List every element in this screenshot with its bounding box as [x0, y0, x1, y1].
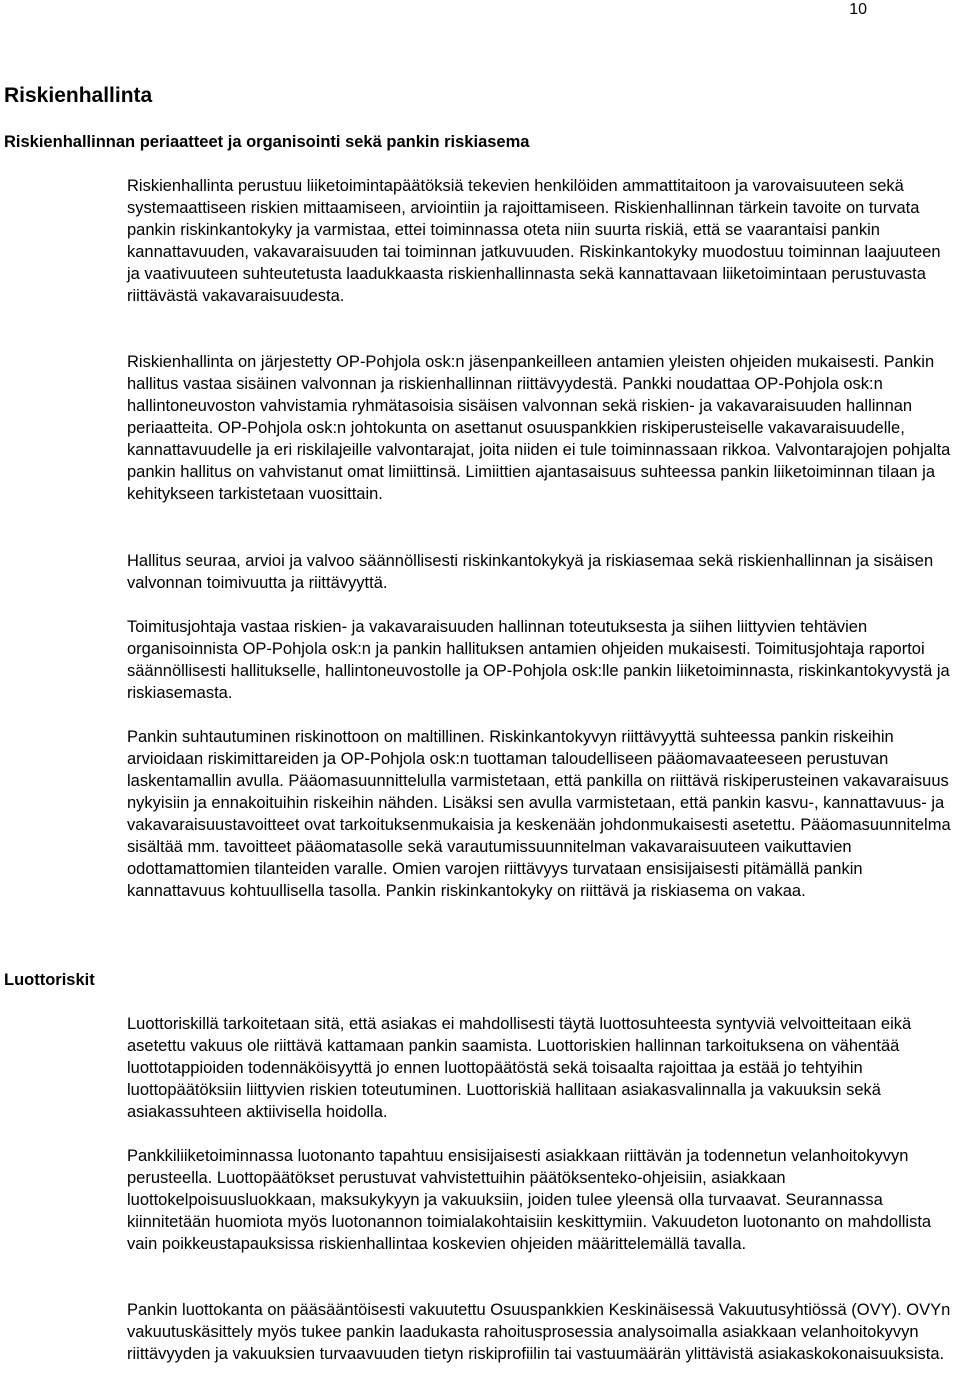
paragraph-lending-principles: Pankkiliiketoiminnassa luotonanto tapahtuu ensisijaisesti asiakkaan riittävän ja todennetun velanhoitokyvyn perusteella. Luottopäätökset perustuvat vahvistettuihin päätöksenteko-ohjeisiin, asiakkaan luottokelpoisuusluokkaan, maksukykyyn ja vakuuksiin, joiden tulee yleensä olla turvaavat. Seurannassa kiinnitetään huomiota myös luotonannon toimialakohtaisiin keskittymiin. Vakuudeton luotonanto on mahdollista vain poikkeustapauksissa riskienhallintaa koskevien ohjeiden määrittelemällä tavalla.	[127, 1147, 932, 1253]
paragraph-ceo-responsibility: Toimitusjohtaja vastaa riskien- ja vakavaraisuuden hallinnan toteutuksesta ja siihen liittyvien tehtävien organisoinnista OP-Pohjola osk:n ja pankin hallituksen antamien ohjeiden mukaisesti. Toimitusjohtaja raportoi säännöllisesti hallitukselle, hallintoneuvostolle ja OP-Pohjola osk:lle pankin liiketoiminnasta, riskinkantokyvystä ja riskiasemasta.	[127, 618, 950, 702]
section-subtitle: Riskienhallinnan periaatteet ja organisointi sekä pankin riskiasema	[4, 133, 530, 151]
paragraph-risk-organisation: Riskienhallinta on järjestetty OP-Pohjola osk:n jäsenpankeilleen antamien yleisten ohjeiden mukaisesti. Pankin hallitus vastaa sisäinen valvonnan ja riskienhallinnan riittävyydestä. Pankki noudattaa OP-Pohjola osk:n hallintoneuvoston vahvistamia ryhmätasoisia sisäisen valvonnan sekä riskien- ja vakavaraisuuden hallinnan periaatteita. OP-Pohjola osk:n johtokunta on asettanut osuuspankkien riskiperusteiselle vakavaraisuudelle, kannattavuudelle ja eri riskilajeille valvontarajat, joita niiden ei tule toiminnassaan rikkoa. Valvontarajojen pohjalta pankin hallitus on vahvistanut omat limiittinsä. Limiittien ajantasaisuus suhteessa pankin liiketoiminnan tilaan ja kehitykseen tarkistetaan vuosittain.	[127, 353, 951, 503]
paragraph-risk-management-intro: Riskienhallinta perustuu liiketoimintapäätöksiä tekevien henkilöiden ammattitaitoon ja varovaisuuteen sekä systemaattiseen riskien mittaamiseen, arviointiin ja rajoittamiseen. Riskienhallinnan tärkein tavoite on turvata pankin riskinkantokyky ja varmistaa, ettei toiminnassa oteta niin suurta riskiä, että se vaarantaisi pankin kannattavuuden, vakavaraisuuden tai toiminnan jatkuvuuden. Riskinkantokyky muodostuu toiminnan laajuuteen ja vaativuuteen suhteutetusta laadukkaasta riskienhallinnasta sekä kannattavaan liiketoimintaan perustuvasta riittävästä vakavaraisuudesta.	[127, 177, 941, 305]
section-heading-credit-risk: Luottoriskit	[4, 971, 95, 989]
paragraph-loan-insurance: Pankin luottokanta on pääsääntöisesti vakuutettu Osuuspankkien Keskinäisessä Vakuutusyhtiössä (OVY). OVYn vakuutuskäsittely myös tukee pankin laadukasta rahoitusprosessia analysoimalla asiakkaan velanhoitokyvyn riittävyyden ja vakuuksien turvaavuuden tietyn riskiprofiilin tai vastuumäärän ylittävistä asiakaskokonaisuuksista.	[127, 1301, 951, 1363]
paragraph-risk-capacity: Pankin suhtautuminen riskinottoon on maltillinen. Riskinkantokyvyn riittävyyttä suhteessa pankin riskeihin arvioidaan riskimittareiden ja OP-Pohjola osk:n tuottaman taloudelliseen pääomavaateeseen perustuvan laskentamallin avulla. Pääomasuunnittelulla varmistetaan, että pankilla on riittävä riskiperusteinen vakavaraisuus nykyisiin ja ennakoituihin riskeihin nähden. Lisäksi sen avulla varmistetaan, että pankin kasvu-, kannattavuus- ja vakavaraisuustavoitteet ovat tarkoituksenmukaisia ja keskenään johdonmukaisesti asetettu. Pääomasuunnitelma sisältää mm. tavoitteet pääomatasolle sekä varautumissuunnitelman vakavaraisuuteen vaikuttavien odottamattomien tilanteiden varalle. Omien varojen riittävyys turvataan ensisijaisesti pitämällä pankin kannattavuus kohtuullisella tasolla. Pankin riskinkantokyky on riittävä ja riskiasema on vakaa.	[127, 728, 951, 900]
paragraph-board-oversight: Hallitus seuraa, arvioi ja valvoo säännöllisesti riskinkantokykyä ja riskiasemaa sekä riskienhallinnan ja sisäisen valvonnan toimivuutta ja riittävyyttä.	[127, 552, 934, 592]
paragraph-credit-risk-definition: Luottoriskillä tarkoitetaan sitä, että asiakas ei mahdollisesti täytä luottosuhteesta syntyviä velvoitteitaan eikä asetettu vakuus ole riittävä kattamaan pankin saamista. Luottoriskien hallinnan tarkoituksena on vähentää luottotappioiden todennäköisyyttä jo ennen luottopäätöstä sekä toisaalta rajoittaa ja estää jo tehtyihin luottopäätöksiin liittyvien riskien toteutuminen. Luottoriskiä hallitaan asiakasvalinnalla ja vakuuksin sekä asiakassuhteen aktiivisella hoidolla.	[127, 1015, 912, 1121]
page-title: Riskienhallinta	[4, 84, 153, 107]
page-number: 10	[849, 1, 867, 18]
